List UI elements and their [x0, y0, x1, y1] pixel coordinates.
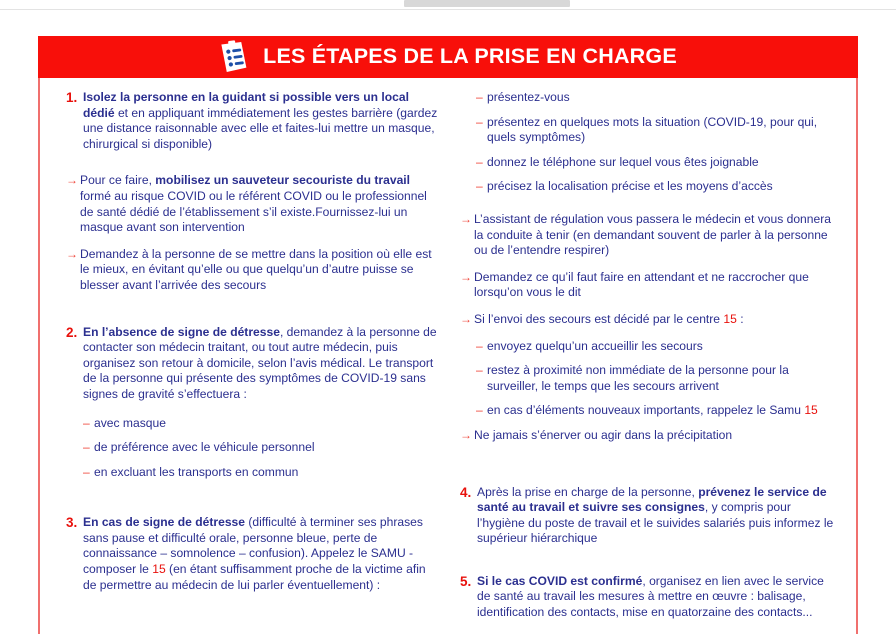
- right-arrow-text-dispatch: [474, 312, 840, 328]
- step-3-emergency-number: 15: [152, 562, 166, 577]
- list-item-label: restez à proximité non immédiate de la personne pour la surveiller, le temps que les secours arrivent: [487, 363, 789, 393]
- left-arrow-item-2: [66, 247, 438, 294]
- viewer-toolbar-strip: [0, 0, 896, 10]
- spacer: [66, 165, 438, 173]
- dash-icon: –: [83, 464, 90, 479]
- dash-icon: –: [476, 338, 483, 353]
- list-item-label: de préférence avec le véhicule personnel: [94, 440, 315, 455]
- list-item-label: en excluant les transports en commun: [94, 464, 299, 479]
- arrow-right-icon: →: [460, 427, 472, 442]
- document-sheet: [38, 36, 858, 634]
- left-arrow-1-bold: mobilisez un sauveteur secouriste du travail: [155, 173, 411, 188]
- step-3: [66, 515, 438, 593]
- step-3-bold: En cas de signe de détresse: [83, 515, 245, 530]
- list-item: [83, 440, 438, 456]
- list-item-label: donnez le téléphone sur lequel vous êtes joignable: [487, 154, 759, 169]
- right-arrow-text-2: Demandez ce qu’il faut faire en attendant et ne raccrocher que lorsqu’on vous le dit: [474, 269, 809, 300]
- page-title: LES ÉTAPES DE LA PRISE EN CHARGE: [263, 44, 677, 69]
- right-top-dash-list: [460, 90, 840, 195]
- right-arrow-item-dispatch: [460, 312, 840, 328]
- step-2: [66, 325, 438, 403]
- right-arrow-item-2: [460, 270, 840, 301]
- arrow-right-icon: →: [460, 211, 472, 226]
- list-item: [476, 90, 840, 106]
- step-4-bold: prévenez le service de santé au travail et suivre ses consignes: [477, 484, 827, 515]
- step-1-number: 1.: [66, 90, 78, 105]
- document-header-banner: [38, 36, 858, 78]
- list-item-label: présentez en quelques mots la situation (COVID-19, pour qui, quels symptômes): [487, 114, 818, 145]
- step-3-rest-b: (en étant suffisamment proche de la victime afin de permettre au médecin de lui parler éventuellement) :: [83, 562, 426, 592]
- left-arrow-text-2: Demandez à la personne de se mettre dans la position où elle est le mieux, en évitant qu’elle ou que quelqu’un d’autre puisse se blesser avant l’arrivée des secours: [80, 246, 432, 292]
- step-1-text: [83, 90, 438, 152]
- spacer: [66, 305, 438, 325]
- step-2-text: [83, 325, 438, 403]
- step-4-pre: Après la prise en charge de la personne,: [477, 484, 699, 499]
- left-arrow-1-pre: Pour ce faire,: [80, 173, 156, 188]
- step-2-number: 2.: [66, 324, 78, 340]
- right-arrow-item-1: [460, 212, 840, 259]
- arrow-right-icon: →: [460, 269, 472, 284]
- viewer-toolbar-pill[interactable]: [404, 0, 570, 7]
- step-1-bold: Isolez la personne en la guidant si possible vers un local dédié: [83, 90, 409, 120]
- list-item-label: précisez la localisation précise et les moyens d’accès: [487, 179, 773, 194]
- spacer: [460, 204, 840, 212]
- left-arrow-item-1: [66, 173, 438, 235]
- samu-emergency-number: 15: [804, 403, 818, 418]
- list-item: [476, 363, 840, 394]
- step-4-post: , y compris pour l’hygiène du poste de travail et le suivides salariés puis informez le supérieur hiérarchique: [477, 500, 834, 546]
- arrow-right-icon: →: [460, 311, 472, 326]
- dash-icon: –: [476, 154, 483, 169]
- arrow-right-icon: →: [66, 246, 78, 261]
- list-item: [476, 155, 840, 171]
- list-item: [476, 339, 840, 355]
- right-arrow-text-last: Ne jamais s’énerver ou agir dans la précipitation: [474, 427, 733, 442]
- step-3-rest-a: (difficulté à terminer ses phrases sans pause et difficulté orale, personne bleue, perte de connaissance – somnolence – confusion). Appelez le SAMU - composer le: [83, 515, 423, 577]
- step-2-rest: , demandez à la personne de contacter son médecin traitant, ou tout autre médecin, puis organisez son retour à domicile, selon l’avis médical. Le transport de la personne qui présente des symptômes de COVID-19 sans signes de gravité s’effectuera :: [83, 324, 437, 401]
- step-5: [460, 574, 840, 621]
- step-3-number: 3.: [66, 515, 78, 531]
- dash-icon: –: [476, 363, 483, 378]
- page-top-margin: [0, 10, 896, 36]
- right-arrow-text-1: L’assistant de régulation vous passera le médecin et vous donnera la conduite à tenir (en demandant souvent de parler à la personne ou de l’entendre respirer): [474, 211, 831, 258]
- list-item: [476, 179, 840, 195]
- left-column: [40, 90, 452, 634]
- list-item: [476, 115, 840, 146]
- list-item: [83, 465, 438, 481]
- clipboard-checklist-icon: [219, 40, 249, 74]
- list-item: [476, 403, 840, 419]
- dash-icon: –: [476, 90, 483, 104]
- step-3-text: [83, 515, 438, 593]
- list-item: [83, 416, 438, 432]
- list-item-text: en cas d’éléments nouveaux importants, rappelez le Samu: [487, 403, 805, 418]
- dash-icon: –: [83, 440, 90, 455]
- right-column: [452, 90, 856, 634]
- list-item-label: envoyez quelqu’un accueillir les secours: [487, 338, 703, 353]
- list-item-label: [487, 403, 840, 419]
- arrow-right-icon: →: [66, 173, 78, 188]
- step-5-number: 5.: [460, 573, 472, 589]
- content-columns: [40, 78, 856, 634]
- dash-icon: –: [476, 114, 483, 129]
- step-1: [66, 90, 438, 152]
- step-4-number: 4.: [460, 484, 472, 500]
- step-4: [460, 485, 840, 547]
- spacer: [460, 455, 840, 485]
- dash-icon: –: [83, 415, 90, 430]
- step-5-bold: Si le cas COVID est confirmé: [477, 573, 643, 588]
- step-2-bold: En l’absence de signe de détresse: [83, 324, 280, 339]
- left-arrow-text-1: [80, 173, 438, 235]
- list-item-label: présentez-vous: [487, 90, 570, 104]
- step-5-text: [477, 574, 840, 621]
- dispatch-pre: Si l’envoi des secours est décidé par le centre: [474, 311, 724, 326]
- dash-icon: –: [476, 403, 483, 418]
- right-arrow-item-last: [460, 428, 840, 444]
- dispatch-dash-list: [460, 339, 840, 419]
- step-2-dash-list: [66, 416, 438, 481]
- left-arrow-1-post: formé au risque COVID ou le référent COVID ou le professionnel de santé dédié de l’établissement s’il existe.Fournissez-lui un masque avant son intervention: [80, 188, 427, 235]
- dispatch-post: :: [736, 311, 744, 326]
- spacer: [66, 489, 438, 515]
- list-item-label: avec masque: [94, 415, 166, 430]
- step-4-text: [477, 485, 840, 547]
- dispatch-emergency-number: 15: [723, 311, 737, 326]
- step-5-rest: , organisez en lien avec le service de santé au travail les mesures à mettre en œuvre : balisage, identification des contacts, mise en quatorzaine des contacts...: [477, 573, 824, 620]
- step-1-rest: et en appliquant immédiatement les gestes barrière (gardez une distance raisonnable avec elle et faites-lui mettre un masque, chirurgical si disponible): [83, 105, 438, 151]
- dash-icon: –: [476, 179, 483, 194]
